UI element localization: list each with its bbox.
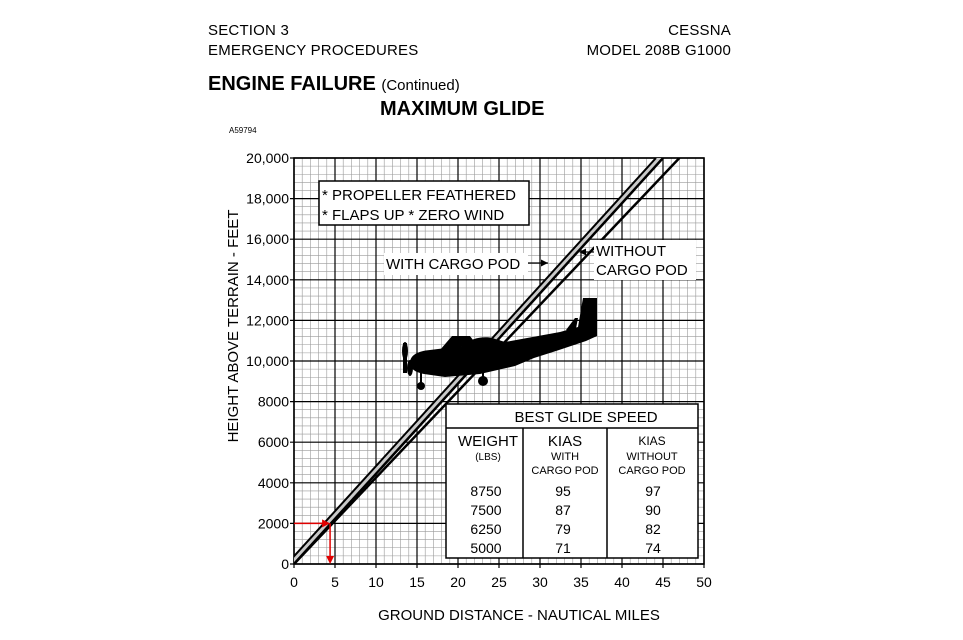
y-tick-label: 18,000 (246, 190, 289, 207)
row-kias-with: 87 (555, 502, 571, 518)
x-tick-label: 40 (614, 574, 630, 590)
col-weight-sub: (LBS) (475, 452, 501, 463)
y-tick-label: 0 (281, 556, 289, 572)
col-with-sub2: CARGO POD (531, 465, 599, 477)
x-tick-labels (290, 574, 712, 590)
col-with-sub1: WITH (550, 451, 580, 463)
best-glide-speed-table (446, 404, 698, 558)
row-kias-without: 90 (645, 502, 661, 518)
x-axis-label: GROUND DISTANCE - NAUTICAL MILES (378, 607, 660, 624)
section-title-text: ENGINE FAILURE (208, 73, 376, 95)
x-tick-label: 25 (491, 574, 507, 590)
note-line-2: * FLAPS UP * ZERO WIND (322, 207, 505, 224)
example-distance-arrowhead (326, 556, 334, 564)
callout-without-cargo-pod (579, 240, 696, 280)
row-kias-without: 97 (645, 483, 661, 499)
y-tick-label: 16,000 (246, 231, 289, 248)
x-tick-label: 50 (696, 574, 712, 590)
row-weight: 8750 (470, 483, 502, 499)
callout-with-cargo-pod (384, 253, 548, 275)
section-subtitle: (Continued) (381, 77, 460, 94)
x-tick-label: 10 (368, 574, 384, 590)
row-weight: 5000 (470, 540, 502, 556)
row-kias-with: 79 (555, 521, 571, 537)
x-tick-label: 0 (290, 574, 298, 590)
y-tick-label: 10,000 (246, 353, 289, 369)
callout-without-label-2: CARGO POD (596, 262, 688, 279)
section-number: SECTION 3 (208, 22, 289, 39)
y-tick-label: 6000 (257, 434, 289, 451)
col-without-header: KIAS (638, 434, 666, 448)
row-weight: 6250 (470, 521, 502, 537)
col-with-header: KIAS (547, 433, 583, 450)
figure-id: A59794 (229, 126, 257, 135)
section-name: EMERGENCY PROCEDURES (208, 42, 419, 59)
aircraft-model: MODEL 208B G1000 (586, 42, 731, 59)
row-kias-with: 95 (555, 483, 571, 499)
x-tick-label: 30 (532, 574, 548, 590)
chart-title: MAXIMUM GLIDE (380, 98, 545, 120)
x-tick-label: 15 (409, 574, 425, 590)
y-tick-label: 8000 (257, 393, 289, 410)
x-tick-label: 35 (573, 574, 589, 590)
y-tick-label: 12,000 (246, 312, 289, 329)
y-tick-label: 20,000 (246, 150, 289, 166)
callout-without-label-1: WITHOUT (596, 243, 666, 260)
manufacturer: CESSNA (668, 22, 731, 39)
row-kias-without: 82 (645, 521, 661, 537)
col-without-sub1: WITHOUT (626, 451, 678, 463)
y-tick-label: 14,000 (246, 271, 289, 288)
x-tick-label: 45 (655, 574, 671, 590)
row-weight: 7500 (470, 502, 502, 518)
y-axis-label: HEIGHT ABOVE TERRAIN - FEET (225, 209, 242, 443)
callout-with-label: WITH CARGO POD (386, 256, 521, 273)
col-without-sub2: CARGO POD (618, 465, 686, 477)
x-tick-label: 5 (331, 574, 339, 590)
col-weight-header: WEIGHT (458, 433, 518, 450)
row-kias-with: 71 (555, 540, 571, 556)
conditions-note (319, 181, 529, 225)
y-tick-label: 2000 (257, 515, 289, 532)
y-tick-label: 4000 (257, 474, 289, 491)
note-line-1: * PROPELLER FEATHERED (322, 187, 516, 204)
row-kias-without: 74 (645, 540, 661, 556)
y-tick-labels (246, 150, 289, 572)
table-title: BEST GLIDE SPEED (514, 409, 658, 426)
x-tick-label: 20 (450, 574, 466, 590)
